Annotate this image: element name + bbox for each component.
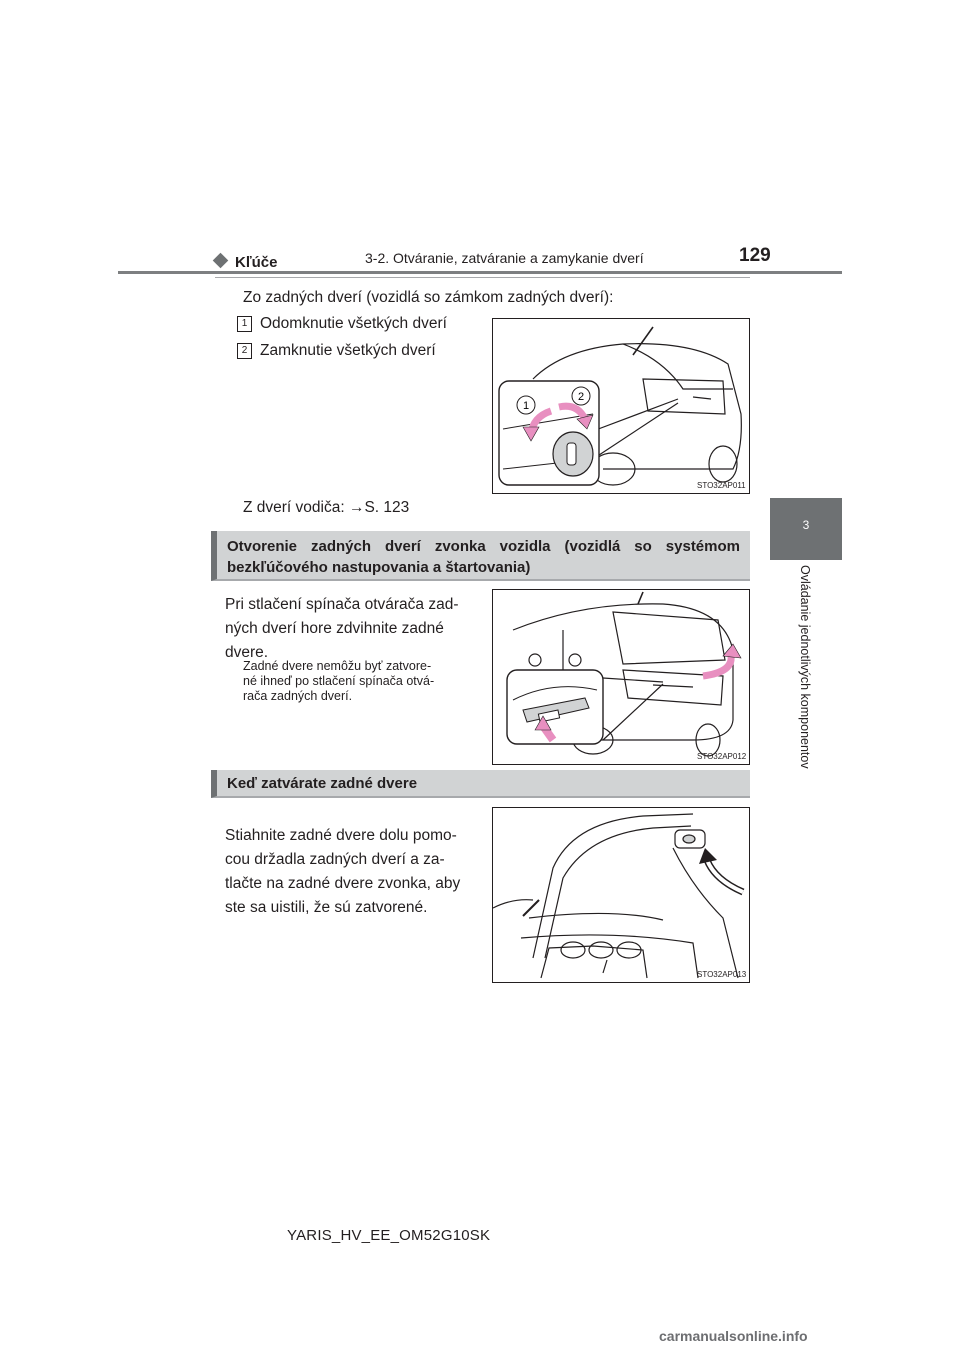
step-number-badge: 1 (237, 316, 252, 332)
document-code: YARIS_HV_EE_OM52G10SK (287, 1227, 491, 1244)
header-rule (118, 271, 842, 274)
figure-caption: STO32AP013 (697, 970, 747, 979)
chapter-label: Ovládanie jednotlivých komponentov (798, 565, 812, 769)
watermark: carmanualsonline.info (659, 1328, 808, 1344)
step-number-badge: 2 (237, 343, 252, 359)
text-line: Pri stlačení spínača otvárača zad- (225, 596, 459, 613)
text-line: ných dverí hore zdvihnite zadné (225, 620, 444, 637)
page-number: 129 (739, 245, 771, 266)
figure-callout: 1 (522, 400, 530, 412)
figure-caption: STO32AP011 (697, 481, 746, 490)
text-line: cou držadla zadných dverí a za- (225, 851, 445, 868)
text-line: tlačte na zadné dvere zvonka, aby (225, 875, 461, 892)
keys-heading-text: Kľúče (235, 254, 278, 271)
keys-heading (215, 254, 277, 271)
list-item-label: Zamknutie všetkých dverí (260, 342, 436, 359)
figure-callout: 2 (577, 391, 585, 403)
text-line: Zadné dvere nemôžu byť zatvore- (243, 659, 432, 673)
text-line: dvere. (225, 644, 269, 661)
driver-door-reference: Z dverí vodiča: →S. 123 (243, 499, 410, 516)
section-banner-open-tailgate: Otvorenie zadných dverí zvonka vozidla (vozidlá so systémom bezkľúčového nastupovania a štartovania) (211, 531, 750, 581)
text-line: ste sa uistili, že sú zatvorené. (225, 899, 428, 916)
list-item-label: Odomknutie všetkých dverí (260, 315, 447, 332)
open-tailgate-illustration (493, 808, 749, 982)
tailgate-opener-illustration (493, 590, 749, 764)
list-item (237, 342, 436, 360)
figure-tailgate-switch (492, 589, 750, 765)
open-tailgate-note (243, 659, 477, 704)
diamond-bullet-icon (213, 253, 229, 269)
text-line: Stiahnite zadné dvere dolu pomo- (225, 827, 457, 844)
keys-heading-rule (215, 277, 750, 278)
section-title: 3-2. Otváranie, zatváranie a zamykanie dverí (365, 250, 644, 266)
car-rear-key-illustration (493, 319, 749, 493)
close-tailgate-instruction (225, 824, 477, 920)
figure-key-lock (492, 318, 750, 494)
figure-caption: STO32AP012 (697, 752, 747, 761)
text-line: né ihneď po stlačení spínača otvá- (243, 674, 435, 688)
keys-intro: Zo zadných dverí (vozidlá so zámkom zadných dverí): (243, 289, 614, 306)
chapter-number: 3 (802, 518, 810, 532)
text-line: rača zadných dverí. (243, 689, 353, 703)
figure-close-tailgate (492, 807, 750, 983)
section-banner-close-tailgate: Keď zatvárate zadné dvere (211, 770, 750, 798)
open-tailgate-instruction (225, 593, 477, 665)
list-item (237, 315, 447, 333)
